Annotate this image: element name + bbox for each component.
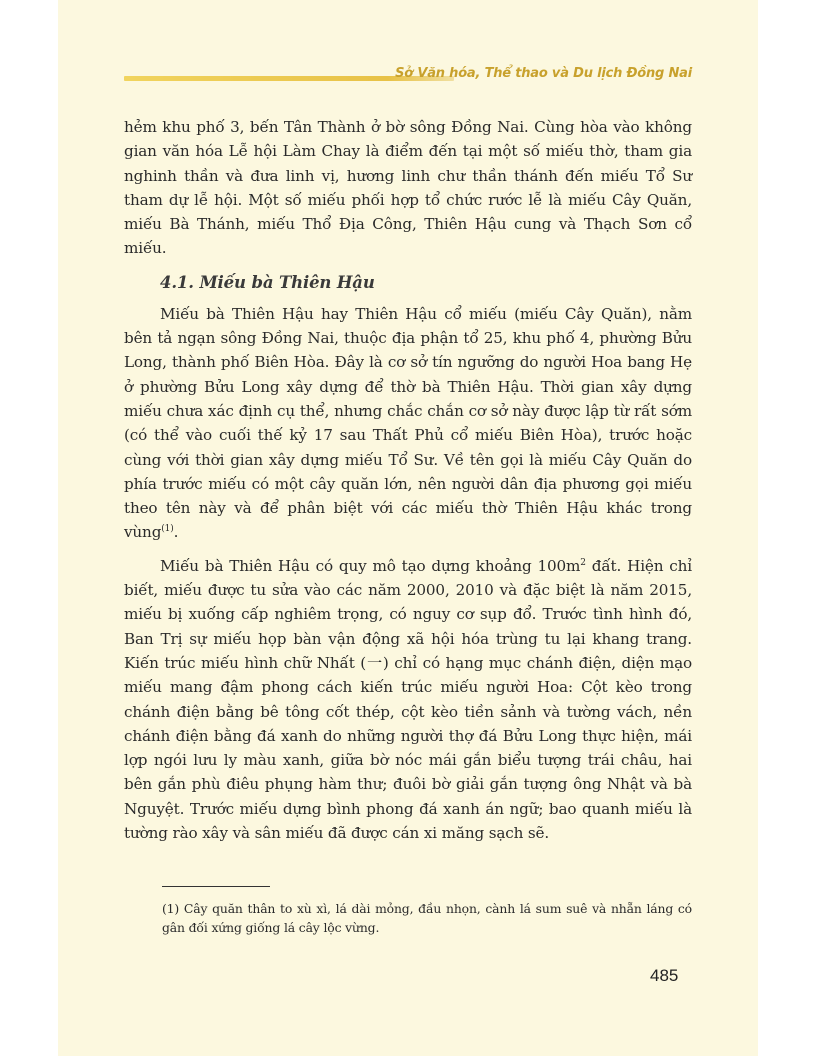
running-header: Sở Văn hóa, Thể thao và Du lịch Đồng Nai [395,66,692,81]
footnote: (1) Cây quăn thân to xù xì, lá dài mỏng, đầu nhọn, cành lá sum suê và nhẵn láng có gân đối xứng giống lá cây lộc vừng. [162,901,692,935]
paragraph-2-text: Miếu bà Thiên Hậu hay Thiên Hậu cổ miếu (miếu Cây Quăn), nằm bên tả ngạn sông Đồng Nai, thuộc địa phận tổ 25, khu phố 4, phường Bửu Long, thành phố Biên Hòa. Đây là cơ sở tín ngưỡng do người Hoa bang Hẹ ở phường Bửu Long xây dựng để thờ bà Thiên Hậu. Thời gian xây dựng miếu chưa xác định cụ thể, nhưng chắc chắn cơ sở này được lập từ rất sớm (có thể vào cuối thế kỷ 17 sau Thất Phủ cổ miếu Biên Hòa), trước hoặc cùng với thời gian xây dựng miếu Tổ Sư. Về tên gọi là miếu Cây Quăn do phía trước miếu có một cây quăn lớn, nên người dân địa phương gọi miếu theo tên này và để phân biệt với các miếu thờ Thiên Hậu khác trong vùng [124,304,692,542]
superscript-squared: 2 [580,557,586,568]
section-heading: 4.1. Miếu bà Thiên Hậu [160,272,375,292]
footnote-reference[interactable]: (1) [161,524,174,535]
paragraph-3-text-b: đất. Hiện chỉ biết, miếu được tu sửa vào các năm 2000, 2010 và đặc biệt là năm 2015, miếu bị xuống cấp nghiêm trọng, có nguy cơ sụp đổ. Trước tình hình đó, Ban Trị sự miếu họp bàn vận động xã hội hóa trùng tu lại khang trang. Kiến trúc miếu hình chữ Nhất (一) chỉ có hạng mục chánh điện, diện mạo miếu mang đậm phong cách kiến trúc miếu người Hoa: Cột kèo trong chánh điện bằng bê tông cốt thép, cột kèo tiền sảnh và tường vách, nền chánh điện bằng đá xanh do những người thợ đá Bửu Long thực hiện, mái lợp ngói lưu ly màu xanh, giữa bờ nóc mái gắn biểu tượng trái châu, hai bên gắn phù điêu phụng hàm thư; đuôi bờ giải gắn tượng ông Nhật và bà Nguyệt. Trước miếu dựng bình phong đá xanh án ngữ; bao quanh miếu là tường rào xây và sân miếu đã được cán xi măng sạch sẽ. [124,556,693,843]
paragraph-2-end: . [173,523,179,542]
paragraph-2 [124,302,692,545]
page-number: 485 [650,966,679,985]
footnote-divider [162,886,270,887]
paragraph-3 [124,554,692,846]
body-text [124,115,692,854]
paragraph-3-text-a: Miếu bà Thiên Hậu có quy mô tạo dựng khoảng 100m [160,556,581,575]
paragraph-1: hẻm khu phố 3, bến Tân Thành ở bờ sông Đồng Nai. Cùng hòa vào không gian văn hóa Lễ hội Làm Chay là điểm đến tại một số miếu thờ, tham gia nghinh thần và đưa linh vị, hương linh chư thần thánh đến miếu Tổ Sư tham dự lễ hội. Một số miếu phối hợp tổ chức rước lễ là miếu Cây Quăn, miếu Bà Thánh, miếu Thổ Địa Công, Thiên Hậu cung và Thạch Sơn cổ miếu. [124,118,692,258]
